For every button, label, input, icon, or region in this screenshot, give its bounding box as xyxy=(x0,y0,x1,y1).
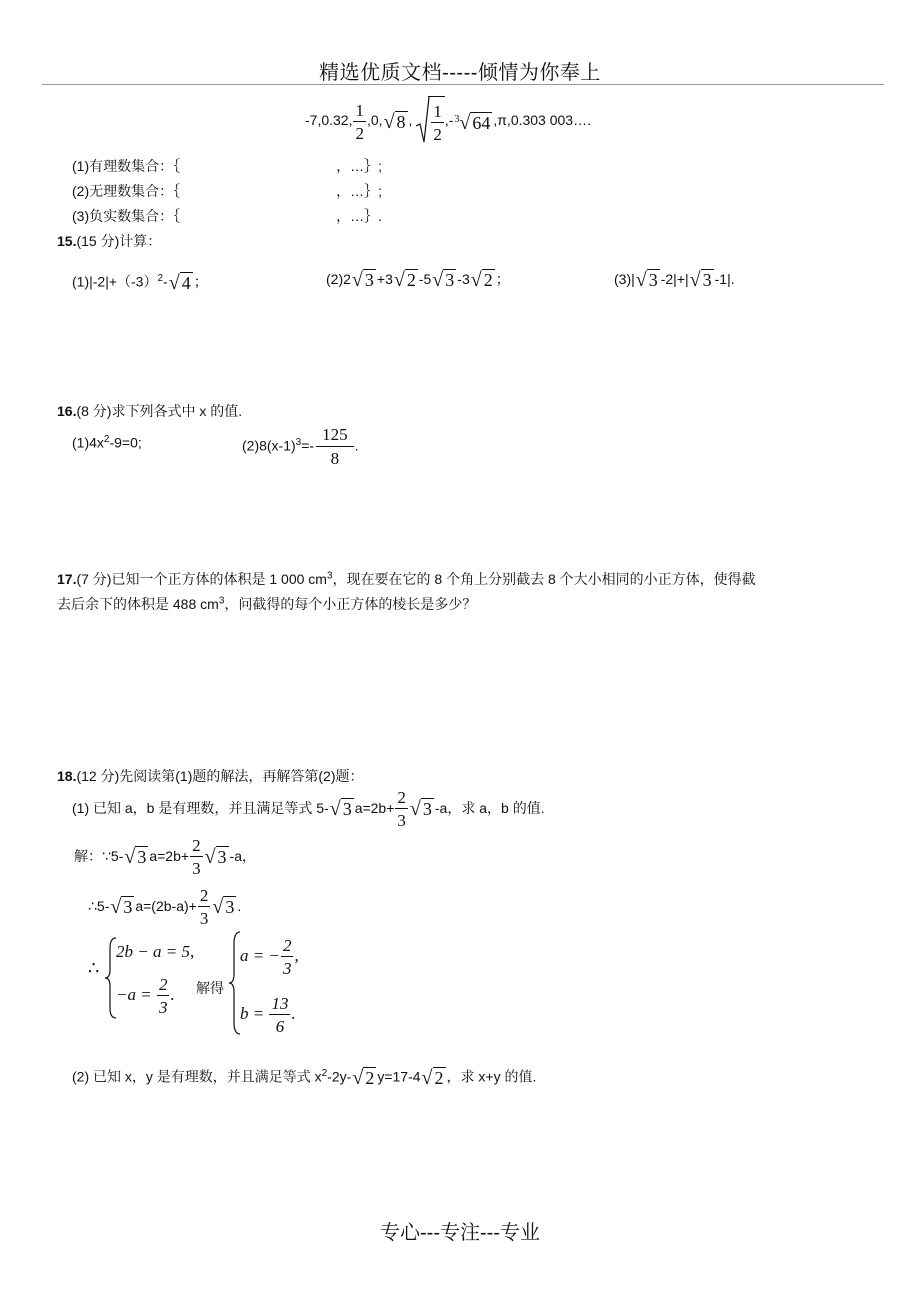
q17-line1: 17.(7 分)已知一个正方体的体积是 1 000 $cm^3$，现在要在它的 8 个角上分别截去 8 个大小相同的小正方体，使得截 xyxy=(57,570,756,587)
q14-numbers-b: ,0, xyxy=(366,112,383,129)
q18-part2: (2) 已知 x，y 是有理数，并且满足等式 $x^2-2y-√$ 2 y=17-4√ 2 ，求 x+y 的值. xyxy=(72,1066,537,1089)
system1-eq2: −a = $\frac{2}{3}$ . xyxy=(116,975,175,1018)
sqrt-one-half: $\frac{1}{2}$ xyxy=(416,96,445,148)
q18-part1: (1) 已知 a，b 是有理数，并且满足等式 5-√ 3 a=2b+ $\frac{2}{3}$ √ 3 -a，求 a，b 的值. xyxy=(72,788,545,831)
q15-part1: $(1)|-2|+(-3)^2-√$ 4 ； xyxy=(72,271,208,294)
header-divider xyxy=(42,84,884,85)
q18-solution-line2: ∴5-√ 3 a=(2b-a)+ $\frac{2}{3}$ √ 3 . xyxy=(88,886,242,929)
fraction-one-half: $\frac{1}{2}$ xyxy=(355,100,364,143)
q14-numbers-a: -7,0.32, xyxy=(305,112,353,129)
q16-part2: $(2)8(x-1)^3=-$ $\frac{125}{8}$ . xyxy=(242,425,359,469)
q16-part1: $(1)4x^2-9=0$; xyxy=(72,434,142,451)
q18-solution-line1: 解：∵5-√ 3 a=2b+ $\frac{2}{3}$ √ 3 -a， xyxy=(74,836,256,879)
q14-set-negative: (3)负实数集合：｛ ，…｝. xyxy=(72,208,383,224)
sqrt-8: √ 8 xyxy=(383,110,406,133)
q16-title: 16.(8 分)求下列各式中 x 的值. xyxy=(57,403,243,419)
cube-root-64: $^3$√ 64 xyxy=(454,112,491,134)
q14-numbers-c: ,- xyxy=(444,112,454,129)
system2-eq1: a = − $\frac{2}{3}$ , xyxy=(240,936,299,979)
q15-part3: (3)|√ 3 -2|+|√ 3 -1|. xyxy=(614,269,735,292)
page-footer: 专心---专注---专业 xyxy=(380,1222,540,1244)
q15-part2: (2)2√ 3 +3√ 2 -5√ 3 -3√ 2 ； xyxy=(326,269,510,292)
page-header-title: 精选优质文档-----倾情为你奉上 xyxy=(319,62,601,84)
system1-eq1: 2b − a = 5, xyxy=(116,942,195,961)
q14-set-rational: (1)有理数集合：｛ ，…｝; xyxy=(72,158,383,174)
q14-number-list: -7,0.32, $\frac{1}{2}$ ,0,√ 8 , $\frac{1}{2}$ ,-$^3$√ 64 ,π,0.303 003…. xyxy=(305,94,591,146)
q14-set-irrational: (2)无理数集合：｛ ，…｝; xyxy=(72,183,383,199)
therefore-symbol: ∴ xyxy=(88,958,100,978)
solve-word: 解得 xyxy=(196,980,224,996)
q18-title: 18.(12 分)先阅读第(1)题的解法，再解答第(2)题： xyxy=(57,768,364,784)
q17-line2: 去后余下的体积是 488 $cm^3$，问截得的每个小正方体的棱长是多少？ xyxy=(57,595,477,612)
system2-eq2: b = $\frac{13}{6}$ . xyxy=(240,994,296,1037)
q15-title: 15.(15 分)计算： xyxy=(57,233,162,249)
q14-numbers-d: ,π,0.303 003…. xyxy=(493,112,591,129)
